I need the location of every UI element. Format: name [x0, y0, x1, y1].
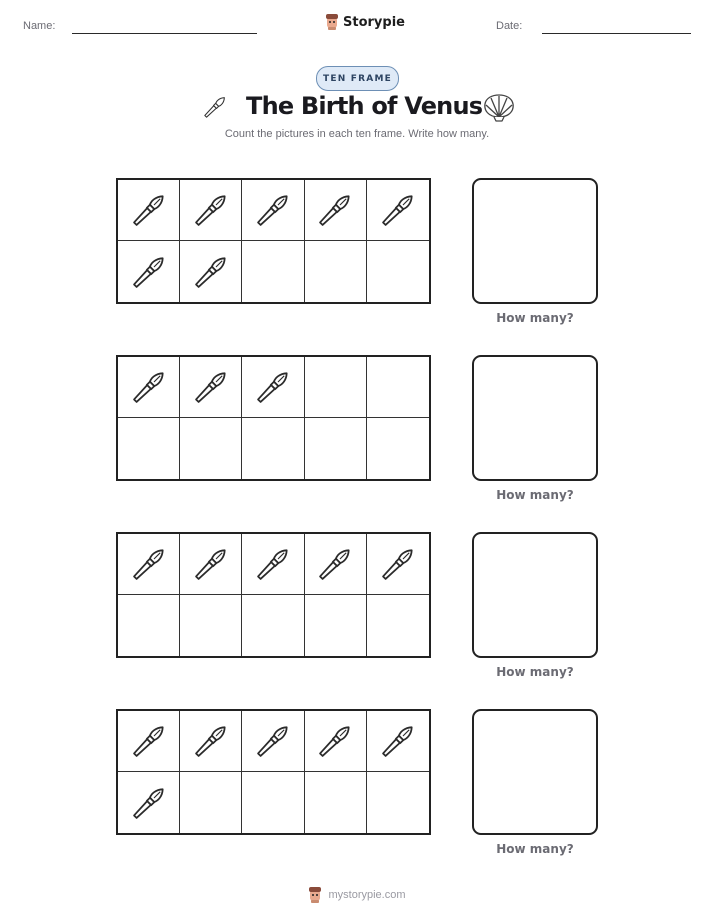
paintbrush-icon — [127, 188, 171, 232]
ten-frame-cell — [305, 241, 367, 302]
how-many-label-4: How many? — [496, 842, 574, 856]
answer-box-4[interactable] — [472, 709, 598, 835]
paintbrush-icon — [127, 542, 171, 586]
worksheet-type-badge: TEN FRAME — [316, 66, 399, 91]
ten-frame-cell — [118, 772, 180, 833]
ten-frame-cell — [367, 357, 429, 418]
ten-frame-cell — [367, 534, 429, 595]
ten-frame-cell — [305, 711, 367, 772]
ten-frame-cell — [367, 180, 429, 241]
ten-frame-cell — [118, 180, 180, 241]
paintbrush-icon — [189, 250, 233, 294]
paintbrush-icon — [189, 542, 233, 586]
paintbrush-icon — [189, 188, 233, 232]
ten-frame-cell — [242, 595, 304, 656]
paintbrush-icon — [127, 365, 171, 409]
paintbrush-icon — [313, 719, 357, 763]
ten-frame-cell — [367, 595, 429, 656]
ten-frame-cell — [367, 418, 429, 479]
paintbrush-icon — [251, 542, 295, 586]
ten-frame-cell — [180, 534, 242, 595]
ten-frame-4 — [116, 709, 431, 835]
paintbrush-icon — [376, 188, 420, 232]
ten-frame-cell — [118, 357, 180, 418]
brand-name: Storypie — [343, 14, 405, 30]
paintbrush-icon — [200, 92, 230, 122]
ten-frame-cell — [118, 534, 180, 595]
ten-frame-cell — [367, 772, 429, 833]
ten-frame-cell — [367, 241, 429, 302]
ten-frame-cell — [180, 711, 242, 772]
brand-logo — [325, 13, 405, 31]
answer-box-3[interactable] — [472, 532, 598, 658]
how-many-label-1: How many? — [496, 311, 574, 325]
name-line[interactable] — [72, 33, 257, 34]
answer-box-2[interactable] — [472, 355, 598, 481]
ten-frame-cell — [118, 418, 180, 479]
paintbrush-icon — [127, 250, 171, 294]
ten-frame-cell — [180, 180, 242, 241]
paintbrush-icon — [127, 719, 171, 763]
storypie-mascot-icon — [325, 13, 339, 31]
paintbrush-icon — [251, 188, 295, 232]
ten-frame-3 — [116, 532, 431, 658]
paintbrush-icon — [251, 365, 295, 409]
ten-frame-cell — [180, 357, 242, 418]
paintbrush-icon — [127, 781, 171, 825]
ten-frame-cell — [305, 772, 367, 833]
storypie-mascot-icon — [308, 886, 322, 904]
ten-frame-cell — [305, 595, 367, 656]
ten-frame-cell — [367, 711, 429, 772]
date-line[interactable] — [542, 33, 691, 34]
ten-frame-2 — [116, 355, 431, 481]
footer — [0, 886, 714, 904]
ten-frame-cell — [305, 534, 367, 595]
ten-frame-cell — [305, 357, 367, 418]
footer-url: mystorypie.com — [328, 889, 406, 901]
ten-frame-cell — [118, 711, 180, 772]
how-many-label-3: How many? — [496, 665, 574, 679]
paintbrush-icon — [313, 542, 357, 586]
paintbrush-icon — [251, 719, 295, 763]
ten-frame-cell — [242, 418, 304, 479]
ten-frame-cell — [180, 595, 242, 656]
date-label: Date: — [496, 20, 523, 32]
ten-frame-cell — [242, 357, 304, 418]
ten-frame-cell — [305, 418, 367, 479]
paintbrush-icon — [313, 188, 357, 232]
seashell-icon — [482, 92, 516, 122]
paintbrush-icon — [189, 719, 233, 763]
how-many-label-2: How many? — [496, 488, 574, 502]
ten-frame-cell — [242, 772, 304, 833]
ten-frame-cell — [242, 241, 304, 302]
ten-frame-cell — [242, 534, 304, 595]
ten-frame-cell — [118, 595, 180, 656]
paintbrush-icon — [376, 542, 420, 586]
answer-box-1[interactable] — [472, 178, 598, 304]
paintbrush-icon — [189, 365, 233, 409]
ten-frame-cell — [305, 180, 367, 241]
instructions: Count the pictures in each ten frame. Write how many. — [224, 128, 490, 140]
ten-frame-cell — [242, 711, 304, 772]
page-title: The Birth of Venus — [246, 92, 483, 120]
ten-frame-cell — [180, 241, 242, 302]
ten-frame-cell — [242, 180, 304, 241]
paintbrush-icon — [376, 719, 420, 763]
name-label: Name: — [23, 20, 56, 32]
ten-frame-cell — [180, 418, 242, 479]
ten-frame-cell — [180, 772, 242, 833]
ten-frame-1 — [116, 178, 431, 304]
ten-frame-cell — [118, 241, 180, 302]
